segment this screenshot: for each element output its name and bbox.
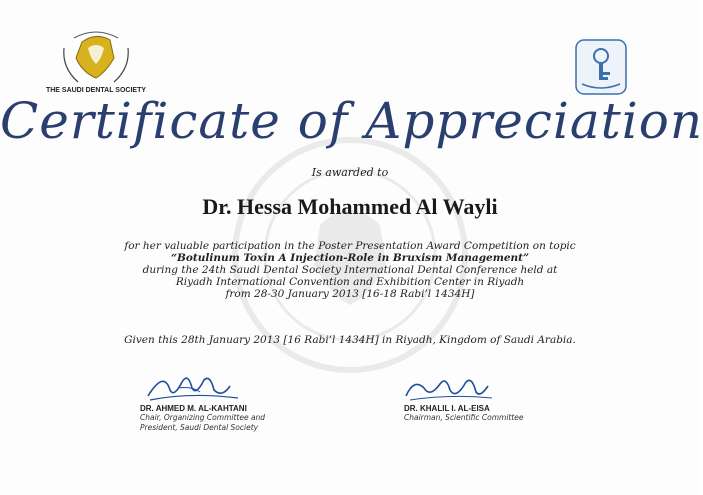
body-line: Riyadh International Convention and Exhibition Center in Riyadh [175,276,525,288]
university-emblem-logo [572,34,630,100]
signature-khalil [380,372,520,404]
certificate-body [0,240,700,300]
signatory-name-right: DR. KHALIL I. AL-EISA [404,404,490,413]
body-line: for her valuable participation in the Poster Presentation Award Competition on topic [124,240,576,252]
signature-ahmed [130,368,250,404]
signature-block-right [380,372,580,423]
signatory-role-left-2: President, Saudi Dental Society [140,423,259,432]
signatory-role-right: Chairman, Scientific Committee [404,413,524,422]
recipient-name: Dr. Hessa Mohammed Al Wayli [202,194,498,219]
logo-caption: THE SAUDI DENTAL SOCIETY [45,87,147,94]
signature-block-left [130,368,330,433]
signatory-role-left-1: Chair, Organizing Committee and [140,413,266,422]
given-line: Given this 28th January 2013 [16 Rabi’l 1434H] in Riyadh, Kingdom of Saudi Arabia. [124,334,576,346]
awarded-line: Is awarded to [311,166,389,179]
signatory-name-left: DR. AHMED M. AL-KAHTANI [140,404,247,413]
body-line: during the 24th Saudi Dental Society International Dental Conference held at [142,264,558,276]
body-line: from 28-30 January 2013 [16-18 Rabi’l 1434H] [225,288,475,300]
certificate-title: Certificate of Appreciation [0,92,703,150]
saudi-dental-society-logo [45,28,147,98]
body-line-topic: “Botulinum Toxin A Injection-Role in Bruxism Management” [170,252,530,264]
